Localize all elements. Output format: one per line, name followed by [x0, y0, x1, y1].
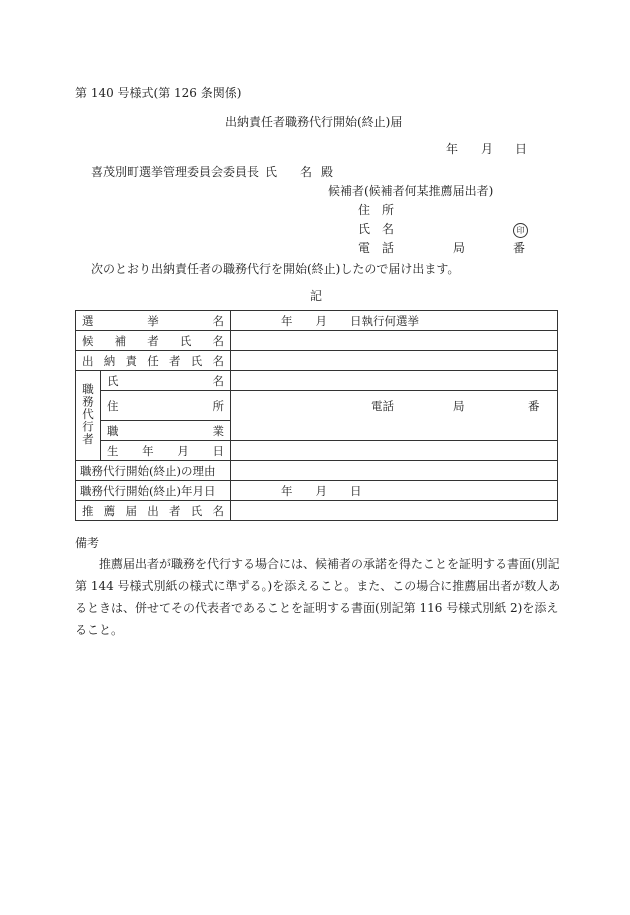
form-title: 出納責任者職務代行開始(終止)届: [225, 115, 403, 129]
date-label: 職務代行開始(終止)年月日: [80, 483, 216, 498]
row-election: [76, 311, 558, 331]
date-value: 年 月 日: [281, 483, 362, 498]
reason-value[interactable]: [231, 461, 558, 481]
date-month: 月: [481, 142, 494, 156]
reason-label: 職務代行開始(終止)の理由: [80, 463, 216, 478]
election-label: 選挙名: [82, 313, 224, 328]
row-reason: [76, 461, 558, 481]
candidate-value[interactable]: [231, 331, 558, 351]
date-year: 年: [446, 142, 459, 156]
candidate-label: 候補者氏名: [82, 333, 224, 348]
agent-phone-label: 電話: [371, 399, 394, 413]
row-candidate: [76, 331, 558, 351]
recommender-label: 推薦届出者氏名: [82, 503, 224, 518]
ki-label: 記: [310, 289, 323, 303]
form-number: 第 140 号様式(第 126 条関係): [75, 86, 242, 100]
election-value: 年 月 日執行何選挙: [281, 313, 419, 328]
applicant-address-label: 住 所: [358, 203, 395, 217]
agent-address-value[interactable]: [231, 391, 558, 441]
row-agent-birth: [76, 441, 558, 461]
remarks-heading: 備考: [75, 536, 100, 550]
applicant-phone-ban: 番: [513, 241, 526, 255]
treasurer-label: 出納責任者氏名: [82, 353, 224, 368]
applicant-role: 候補者(候補者何某推薦届出者): [328, 184, 494, 198]
treasurer-value[interactable]: [231, 351, 558, 371]
agent-group-label: 職務代行者: [81, 382, 95, 446]
addressee-name: 喜茂別町選挙管理委員会委員長: [91, 165, 260, 179]
agent-name-value[interactable]: [231, 371, 558, 391]
row-recommender: [76, 501, 558, 521]
recommender-value[interactable]: [231, 501, 558, 521]
row-agent-address: [76, 391, 558, 421]
row-agent-name: [76, 371, 558, 391]
agent-address-label: 住所: [107, 398, 224, 413]
applicant-phone-kyoku: 局: [453, 241, 466, 255]
row-date: [76, 481, 558, 501]
intro-text: 次のとおり出納責任者の職務代行を開始(終止)したので届け出ます。: [91, 262, 460, 276]
addressee-shi: 氏: [265, 165, 278, 179]
agent-phone-kyoku: 局: [453, 399, 465, 413]
row-treasurer: [76, 351, 558, 371]
agent-phone-ban: 番: [528, 399, 540, 413]
agent-name-label: 氏名: [107, 373, 224, 388]
addressee-mei: 名: [300, 165, 313, 179]
date-day: 日: [515, 142, 528, 156]
agent-birth-value[interactable]: [231, 441, 558, 461]
application-table: [75, 310, 558, 521]
remarks-body: 推薦届出者が職務を代行する場合には、候補者の承諾を得たことを証明する書面(別記第 144 号様式別紙の様式に準ずる。)を添えること。また、この場合に推薦届出者が数人あるときは、併せてその代表者であることを証明する書面(別記第 116 号様式別紙 2)を添えること。: [75, 557, 561, 637]
addressee-dono: 殿: [321, 165, 334, 179]
agent-job-label: 職業: [107, 423, 224, 438]
applicant-name-label: 氏 名: [358, 222, 395, 236]
seal-mark: 印: [513, 222, 528, 238]
agent-birth-label: 生年月日: [107, 443, 224, 458]
applicant-phone-label: 電 話: [358, 241, 395, 255]
